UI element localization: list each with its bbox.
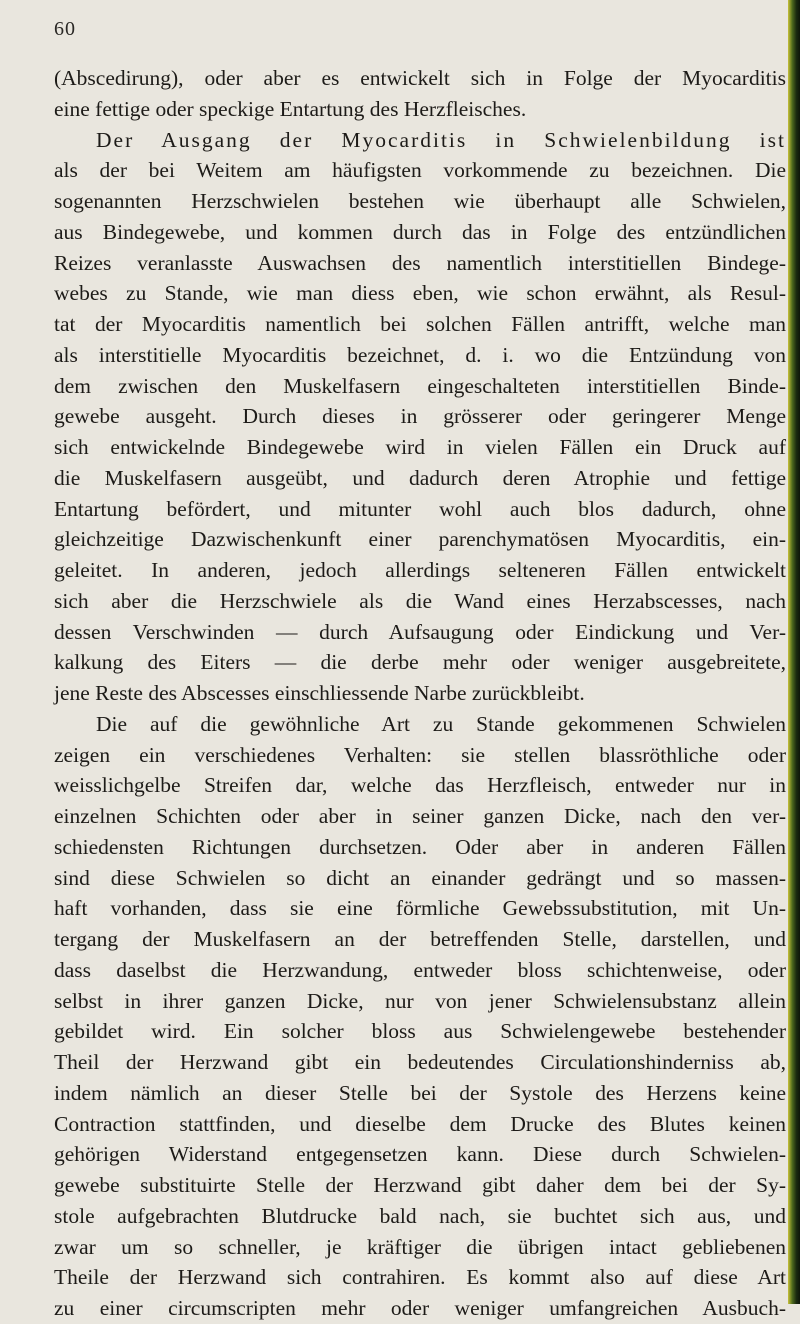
text-line: sogenannten Herzschwielen bestehen wie überhaupt alle Schwielen, [54, 189, 786, 213]
text-line: dessen Verschwinden — durch Aufsaugung oder Eindickung und Ver- [54, 619, 786, 644]
text-line: dem zwischen den Muskelfasern eingeschalteten interstitiellen Binde- [54, 373, 786, 398]
text-line: geleitet. In anderen, jedoch allerdings selteneren Fällen entwickelt [54, 558, 786, 582]
text-line: Theil der Herzwand gibt ein bedeutendes Circulationshinderniss ab, [54, 1050, 786, 1074]
text-line: aus Bindegewebe, und kommen durch das in Folge des entzündlichen [54, 219, 786, 244]
text-line: Contraction stattfinden, und dieselbe dem Drucke des Blutes keinen [54, 1111, 786, 1136]
text-line: als interstitielle Myocarditis bezeichnet, d. i. wo die Entzündung von [54, 342, 786, 367]
text-line: Entartung befördert, und mitunter wohl auch blos dadurch, ohne [54, 496, 786, 521]
text-line: sich aber die Herzschwiele als die Wand eines Herzabscesses, nach [54, 588, 786, 613]
text-line: zwar um so schneller, je kräftiger die übrigen intact gebliebenen [54, 1234, 786, 1259]
text-line: gebildet wird. Ein solcher bloss aus Schwielengewebe bestehender [54, 1019, 786, 1044]
text-line: gehörigen Widerstand entgegensetzen kann. Diese durch Schwielen- [54, 1142, 786, 1167]
text-line: die Muskelfasern ausgeübt, und dadurch deren Atrophie und fettige [54, 465, 786, 490]
page-number: 60 [54, 18, 76, 40]
text-line: als der bei Weitem am häufigsten vorkommende zu bezeichnen. Die [54, 158, 786, 183]
text-line: schiedensten Richtungen durchsetzen. Oder aber in anderen Fällen [54, 834, 786, 859]
text-line: einzelnen Schichten oder aber in seiner ganzen Dicke, nach den ver- [54, 804, 786, 828]
text-line: weisslichgelbe Streifen dar, welche das Herzfleisch, entweder nur in [54, 773, 786, 798]
text-line: selbst in ihrer ganzen Dicke, nur von jener Schwielensubstanz allein [54, 988, 786, 1013]
text-line: stole aufgebrachten Blutdrucke bald nach, sie buchtet sich aus, und [54, 1203, 786, 1228]
text-line: Die auf die gewöhnliche Art zu Stande gekommenen Schwielen [96, 711, 786, 736]
text-line: indem nämlich an dieser Stelle bei der Systole des Herzens keine [54, 1080, 786, 1105]
body-text [54, 63, 786, 1324]
text-line: Reizes veranlasste Auswachsen des namentlich interstitiellen Bindege- [54, 250, 786, 275]
text-line: sich entwickelnde Bindegewebe wird in vielen Fällen ein Druck auf [54, 435, 786, 459]
text-line: gleichzeitige Dazwischenkunft einer parenchymatösen Myocarditis, ein- [54, 527, 786, 552]
text-line: zeigen ein verschiedenes Verhalten: sie stellen blassröthliche oder [54, 742, 786, 767]
text-line: dass daselbst die Herzwandung, entweder bloss schichtenweise, oder [54, 957, 786, 982]
text-line: gewebe substituirte Stelle der Herzwand gibt daher dem bei der Sy- [54, 1173, 786, 1197]
text-line: eine fettige oder speckige Entartung des Herzfleisches. [54, 96, 527, 121]
text-line: Theile der Herzwand sich contrahiren. Es kommt also auf diese Art [54, 1265, 786, 1290]
page-edge-binding [788, 0, 800, 1304]
text-line: haft vorhanden, dass sie eine förmliche Gewebssubstitution, mit Un- [54, 896, 786, 921]
text-line: Der Ausgang der Myocarditis in Schwielenbildung ist [96, 127, 786, 152]
text-line: (Abscedirung), oder aber es entwickelt sich in Folge der Myocarditis [54, 66, 786, 90]
text-line: kalkung des Eiters — die derbe mehr oder weniger ausgebreitete, [54, 650, 786, 675]
text-line: webes zu Stande, wie man diess eben, wie schon erwähnt, als Resul- [54, 281, 786, 306]
text-line: sind diese Schwielen so dicht an einander gedrängt und so massen- [54, 865, 786, 890]
text-line: jene Reste des Abscesses einschliessende Narbe zurückbleibt. [54, 681, 585, 705]
text-line: tat der Myocarditis namentlich bei solchen Fällen antrifft, welche man [54, 312, 786, 336]
text-line: tergang der Muskelfasern an der betreffenden Stelle, darstellen, und [54, 927, 786, 951]
text-line: zu einer circumscripten mehr oder weniger umfangreichen Ausbuch- [54, 1296, 786, 1320]
text-line: gewebe ausgeht. Durch dieses in grösserer oder geringerer Menge [54, 404, 786, 429]
